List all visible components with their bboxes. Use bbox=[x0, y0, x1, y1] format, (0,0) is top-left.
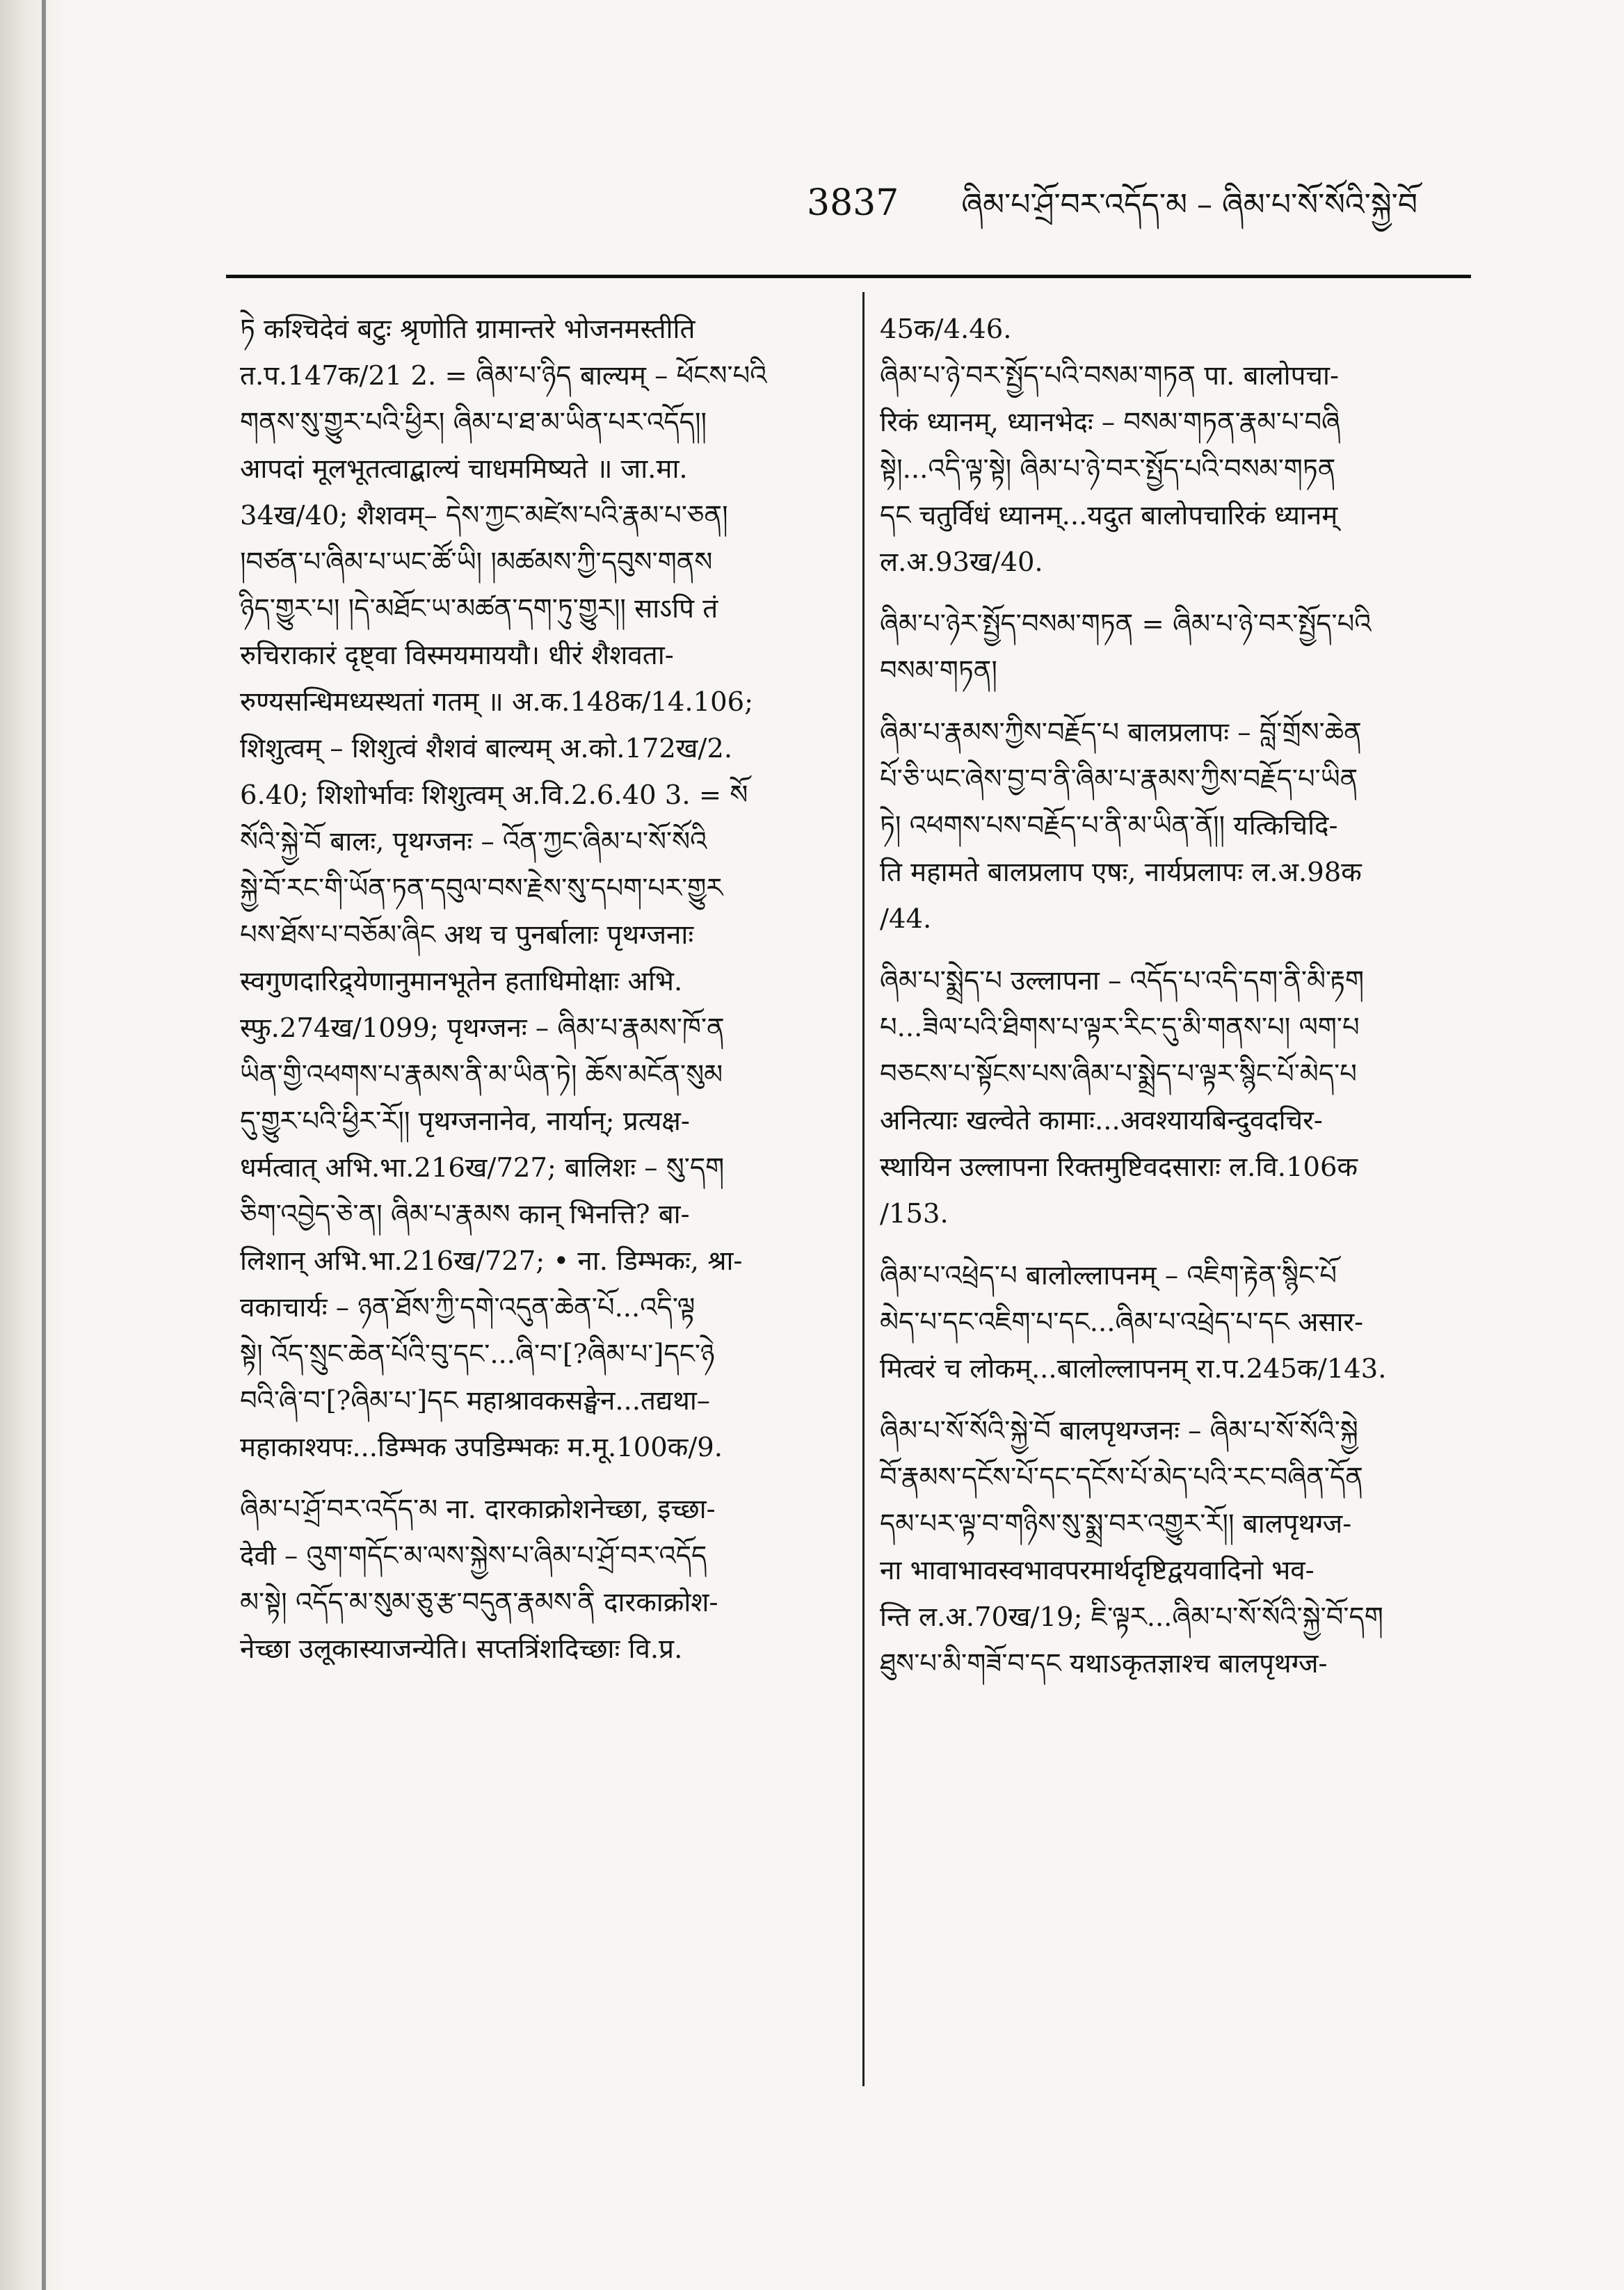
column-divider bbox=[862, 292, 865, 2086]
entry-gap bbox=[880, 586, 1478, 601]
text-line: /153. bbox=[880, 1198, 949, 1229]
binding-edge bbox=[0, 0, 66, 2290]
text-line: 6.40; शिशोर्भावः शिशुत्वम् अ.वि.2.6.40 3. = སོ bbox=[240, 780, 748, 811]
text-line: དང चतुर्विधं ध्यानम्...यदुत बालोपचारिकं ध्यानम् bbox=[880, 500, 1338, 531]
text-line: स्थायिन उल्लापना रिक्तमुष्टिवदसाराः ल.वि.106क bbox=[880, 1152, 1358, 1183]
text-line: པས་ཐོས་པ་བཅོམ་ཞིང अथ च पुनर्बालाः पृथग्जनाः bbox=[240, 919, 694, 951]
text-line: महाकाश्यपः...डिम्भक उपडिम्भकः म.मू.100क/9. bbox=[240, 1432, 723, 1463]
text-line: སྟེ། འོད་སྲུང་ཆེན་པོའི་བུ་དང་...ཞི་བ་[?ཞིམ་པ་]དང་ཉེ bbox=[240, 1339, 715, 1370]
right-column bbox=[880, 306, 1478, 1687]
text-line: དུ་གྱུར་པའི་ཕྱིར་རོ།། पृथग्जनानेव, नार्यान्; प्रत्यक्ष- bbox=[240, 1106, 690, 1137]
text-line: ཏེ། འཕགས་པས་བརྗོད་པ་ནི་མ་ཡིན་ནོ།། यत्किचिदि- bbox=[880, 810, 1338, 841]
text-line: आपदां मूलभूतत्वाद्बाल्यं चाधममिष्यते ॥ जा.मा. bbox=[240, 453, 688, 485]
header-rule bbox=[226, 275, 1471, 278]
text-line: ཅིག་འབྱེད་ཅེ་ན། ཞིམ་པ་རྣམས कान् भिनत्ति? बा- bbox=[240, 1199, 690, 1230]
binding-shadow bbox=[42, 0, 46, 2290]
text-line: धर्मत्वात् अभि.भा.216ख/727; बालिशः – སུ་དག bbox=[240, 1152, 725, 1184]
text-line: ཞིམ་པ་ཉེར་སྤྱོད་བསམ་གཏན = ཞིམ་པ་ཉེ་བར་སྤྱོད་པའི bbox=[880, 608, 1372, 640]
text-line: བའི་ཞི་བ་[?ཞིམ་པ་]དང महाश्रावकसङ्घेन...तद्यथा– bbox=[240, 1385, 711, 1417]
text-line: མེད་པ་དང་འཇིག་པ་དང...ཞིམ་པ་འཕྲེད་པ་དང असार- bbox=[880, 1307, 1364, 1338]
text-line: སྐྱེ་བོ་རང་གི་ཡོན་ཏན་དབུལ་བས་རྗེས་སུ་དཔག་པར་གྱུར bbox=[240, 873, 723, 904]
text-line: स्वगुणदारिद्र्येणानुमानभूतेन हताधिमोक्षाः अभि. bbox=[240, 966, 683, 997]
text-line: མ་སྟེ། འདོད་མ་སུམ་ཅུ་རྩ་བདུན་རྣམས་ནི दारकाक्रोश- bbox=[240, 1587, 718, 1618]
text-line: བཅངས་པ་སྟོངས་པས་ཞིམ་པ་སྨྲེད་པ་ལྟར་སྙིང་པོ་མེད་པ bbox=[880, 1058, 1357, 1090]
entry-gap bbox=[880, 1237, 1478, 1252]
text-line: ཞིམ་པ་ཉེ་བར་སྤྱོད་པའི་བསམ་གཏན पा. बालोपचा- bbox=[880, 360, 1339, 392]
text-line: ཞིམ་པ་རྣམས་ཀྱིས་བརྗོད་པ बालप्रलापः – བློ་གྲོས་ཆེན bbox=[880, 717, 1362, 748]
text-line: ल.अ.93ख/40. bbox=[880, 547, 1043, 578]
text-line: शिशुत्वम् – शिशुत्वं शैशवं बाल्यम् अ.को.172ख/2. bbox=[240, 733, 733, 764]
text-line: དམ་པར་ལྟ་བ་གཉིས་སུ་སྨྲ་བར་འགྱུར་རོ།། बालपृथग्ज- bbox=[880, 1508, 1352, 1540]
text-line: /44. bbox=[880, 903, 932, 935]
text-line: བོ་རྣམས་དངོས་པོ་དང་དངོས་པོ་མེད་པའི་རང་བཞིན་དོན bbox=[880, 1462, 1363, 1493]
text-line: नेच्छा उलूकास्याजन्येति। सप्तत्रिंशदिच्छाः वि.प्र. bbox=[240, 1634, 683, 1665]
text-line: པོ་ཅི་ཡང་ཞེས་བྱ་བ་ནི་ཞིམ་པ་རྣམས་ཀྱིས་བརྗོད་པ་ཡིན bbox=[880, 764, 1358, 795]
text-line: ཞིམ་པ་སོ་སོའི་སྐྱེ་བོ बालपृथग्जनः – ཞིམ་པ་སོ་སོའི་སྐྱེ bbox=[880, 1415, 1358, 1446]
text-line: रुण्यसन्धिमध्यस्थतां गतम् ॥ अ.क.148क/14.106; bbox=[240, 686, 754, 718]
text-line: སོའི་སྐྱེ་བོ बालः, पृथग्जनः – འོན་ཀྱང་ཞིམ་པ་སོ་སོའི bbox=[240, 826, 707, 857]
text-line: लिशान् अभि.भा.216ख/727; • ना. डिम्भकः, श्रा- bbox=[240, 1245, 743, 1277]
text-line: देवी – འུག་གདོང་མ་ལས་སྐྱེས་པ་ཞིམ་པ་ཤྲོ་བར་འདོད bbox=[240, 1540, 707, 1572]
text-line: रुचिराकारं दृष्ट्वा विस्मयमाययौ। धीरं शैशवता- bbox=[240, 640, 674, 671]
text-line: 45क/4.46. bbox=[880, 314, 1012, 345]
text-line: मित्वरं च लोकम्...बालोल्लापनम् रा.प.245क/143. bbox=[880, 1353, 1387, 1385]
text-line: त.प.147क/21 2. = ཞིམ་པ་ཉིད बाल्यम् – ཕོངས་པའི bbox=[240, 360, 767, 392]
entry-gap bbox=[880, 1392, 1478, 1408]
text-line: གནས་སུ་གྱུར་པའི་ཕྱིར། ཞིམ་པ་ཐ་མ་ཡིན་པར་འདོད།། bbox=[240, 407, 707, 438]
page-number: 3837 bbox=[807, 182, 899, 224]
entry-gap bbox=[240, 1471, 838, 1486]
text-line: ཞིམ་པ་ཤྲོ་བར་འདོད་མ ना. दारकाक्रोशनेच्छा, इच्छा- bbox=[240, 1494, 716, 1525]
page-header bbox=[807, 170, 1474, 226]
entry-gap bbox=[880, 694, 1478, 709]
left-column bbox=[240, 306, 838, 1672]
text-line: ཐུས་པ་མི་གཟོ་བ་དང यथाऽकृतज्ञाश्च बालपृथग्ज- bbox=[880, 1648, 1328, 1679]
text-line: །བཙན་པ་ཞིམ་པ་ཡང་ཚོ་ཡི། །མཚམས་ཀྱི་དབུས་གནས bbox=[240, 547, 713, 578]
text-line: སྟེ།...འདི་ལྟ་སྟེ། ཞིམ་པ་ཉེ་བར་སྤྱོད་པའི་བསམ་གཏན bbox=[880, 453, 1336, 485]
text-line: अनित्याः खल्वेते कामाः...अवश्यायबिन्दुवदचिर- bbox=[880, 1105, 1323, 1136]
running-head: ཞིམ་པ་ཤྲོ་བར་འདོད་མ – ཞིམ་པ་སོ་སོའི་སྐྱེ་བོ bbox=[961, 187, 1418, 223]
text-line: न्ति ल.अ.70ख/19; ཇི་ལྟར...ཞིམ་པ་སོ་སོའི་སྐྱེ་བོ་དག bbox=[880, 1602, 1383, 1633]
text-line: ཞིམ་པ་སྨྲེད་པ उल्लापना – འདོད་པ་འདི་དག་ནི་མི་རྟག bbox=[880, 965, 1365, 997]
entry-gap bbox=[880, 942, 1478, 958]
text-line: པ...ཟིལ་པའི་ཐིགས་པ་ལྟར་རིང་དུ་མི་གནས་པ། ལག་པ bbox=[880, 1012, 1360, 1043]
text-line: ना भावाभावस्वभावपरमार्थदृष्टिद्वयवादिनो भव- bbox=[880, 1555, 1315, 1586]
text-line: रिकं ध्यानम्, ध्यानभेदः – བསམ་གཏན་རྣམ་པ་བཞི bbox=[880, 407, 1341, 438]
text-line: ཞིམ་པ་འཕྲེད་པ बालोल्लापनम् – འཇིག་རྟེན་སྙིང་པོ bbox=[880, 1260, 1337, 1291]
text-line: ཏེ कश्चिदेवं बटुः श्रृणोति ग्रामान्तरे भोजनमस्तीति bbox=[240, 314, 696, 345]
text-line: स्फु.274ख/1099; पृथग्जनः – ཞིམ་པ་རྣམས་ཁོ་ན bbox=[240, 1013, 725, 1044]
text-line: ཉིད་གྱུར་པ། །དེ་མཐོང་ཡ་མཚན་དག་ཏུ་གྱུར།། साऽपि तं bbox=[240, 593, 718, 624]
text-line: ཡིན་གྱི་འཕགས་པ་རྣམས་ནི་མ་ཡིན་ཏེ། ཆོས་མངོན་སུམ bbox=[240, 1059, 723, 1090]
text-line: ति महामते बालप्रलाप एषः, नार्यप्रलापः ल.अ.98क bbox=[880, 857, 1362, 888]
text-line: वकाचार्यः – ཉན་ཐོས་ཀྱི་དགེ་འདུན་ཆེན་པོ...འདི་ལྟ bbox=[240, 1292, 696, 1323]
text-line: 34ख/40; शैशवम्– དེས་ཀྱང་མཛེས་པའི་རྣམ་པ་ཅན། bbox=[240, 500, 728, 531]
text-line: བསམ་གཏན། bbox=[880, 655, 997, 686]
